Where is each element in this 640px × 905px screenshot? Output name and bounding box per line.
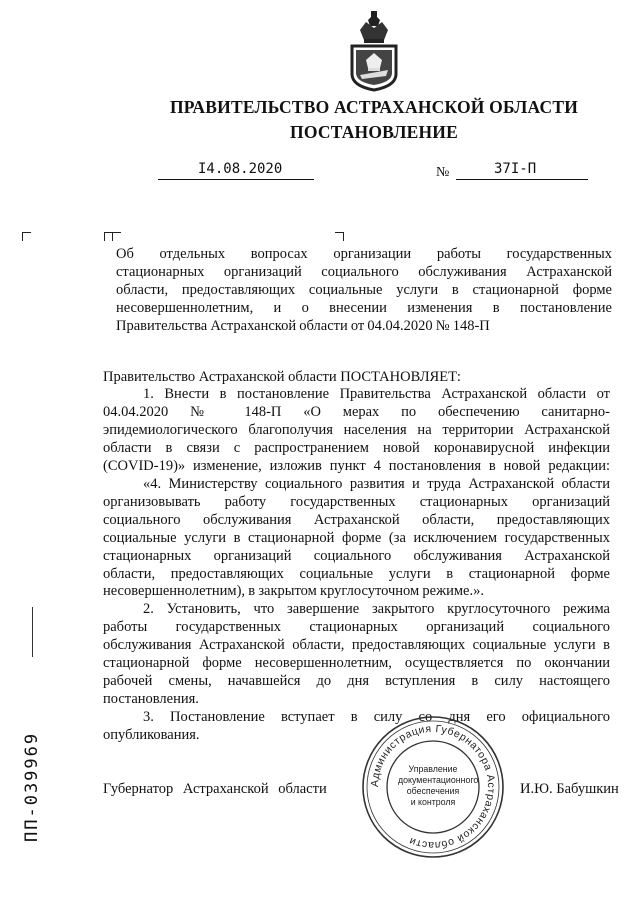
paragraph-line: эпидемиологического благополучия населения на территории Астраханской	[103, 421, 610, 438]
margin-corner-mark	[22, 232, 31, 241]
paragraph-line: рабочей смены, начавшейся до дня вступления в силу настоящего	[103, 672, 610, 689]
subject-corner-left-2	[112, 232, 121, 241]
paragraph-line: 3. Постановление вступает в силу со дня его официального	[143, 709, 610, 725]
number-sign: №	[436, 165, 450, 180]
paragraph-line: постановления.	[103, 690, 199, 707]
subject-line: области, предоставляющих социальные услуги в стационарной форме	[116, 281, 612, 298]
paragraph-1	[103, 386, 610, 476]
document-number: 37I-П	[494, 161, 537, 177]
subject-line: несовершеннолетним, и о внесении изменения в постановление	[116, 299, 612, 316]
registration-number: ПП-039969	[22, 731, 42, 842]
stamp-line: документационного	[398, 775, 479, 785]
subject-line: стационарных организаций социального обслуживания Астраханской	[116, 263, 612, 280]
paragraph-line: обслуживания Астраханской области, предоставляющих социальные услуги в	[103, 636, 610, 653]
coat-of-arms-emblem	[344, 8, 404, 92]
paragraph-line: области в связи с распространением новой коронавирусной инфекции	[103, 439, 610, 456]
paragraph-4	[103, 709, 610, 745]
document-type-title: ПОСТАНОВЛЕНИЕ	[290, 122, 458, 142]
stamp-inner-text	[398, 764, 479, 808]
stamp-line: Управление	[408, 764, 458, 774]
paragraph-line: 1. Внести в постановление Правительства Астраханской области от	[143, 386, 610, 402]
paragraph-line: стационарных организаций социального обслуживания Астраханской	[103, 547, 610, 564]
paragraph-line: 04.04.2020 № 148-П «О мерах по обеспечению санитарно-	[103, 403, 610, 420]
stamp-ring-text: Администрация Губернатора Астраханской области	[368, 722, 498, 852]
paragraph-2	[103, 476, 610, 601]
government-title: ПРАВИТЕЛЬСТВО АСТРАХАНСКОЙ ОБЛАСТИ	[169, 97, 579, 117]
paragraph-line: стационарной форме несовершеннолетним, осуществляется по окончании	[103, 654, 610, 671]
preamble: Правительство Астраханской области ПОСТАНОВЛЯЕТ:	[103, 369, 461, 385]
number-underline	[456, 178, 588, 180]
subject-line: Об отдельных вопросах организации работы государственных	[116, 246, 612, 262]
paragraph-line: «4. Министерству социального развития и труда Астраханской области	[143, 476, 610, 492]
subject-line: Правительства Астраханской области от 04.04.2020 № 148-П	[116, 317, 490, 334]
paragraph-line: социального обслуживания Астраханской области, предоставляющих	[103, 511, 610, 528]
paragraph-3	[103, 601, 610, 708]
signatory-name: И.Ю. Бабушкин	[520, 781, 619, 797]
date-underline	[158, 178, 314, 180]
document-date: I4.08.2020	[198, 161, 283, 177]
paragraph-line: несовершеннолетним), в закрытом круглосуточном режиме.».	[103, 583, 484, 600]
signatory-position: Губернатор Астраханской области	[103, 781, 327, 797]
subject-corner-right	[335, 232, 344, 241]
paragraph-line: социальные услуги в стационарной форме (за исключением государственных	[103, 529, 610, 546]
stamp-line: и контроля	[410, 797, 456, 807]
paragraph-line: области, предоставляющих социальные услуги в стационарной форме	[103, 565, 610, 582]
paragraph-line: опубликования.	[103, 726, 200, 743]
stamp-line: обеспечения	[406, 786, 460, 796]
paragraph-line: (COVID-19)» изменение, изложив пункт 4 постановления в новой редакции:	[103, 457, 610, 474]
subject-block	[116, 246, 612, 336]
paragraph-line: организовывать работу государственных стационарных организаций	[103, 493, 610, 510]
paragraph-line: работы государственных стационарных организаций социального	[103, 618, 610, 635]
margin-line	[32, 607, 33, 657]
paragraph-line: 2. Установить, что завершение закрытого круглосуточного режима	[143, 601, 610, 617]
